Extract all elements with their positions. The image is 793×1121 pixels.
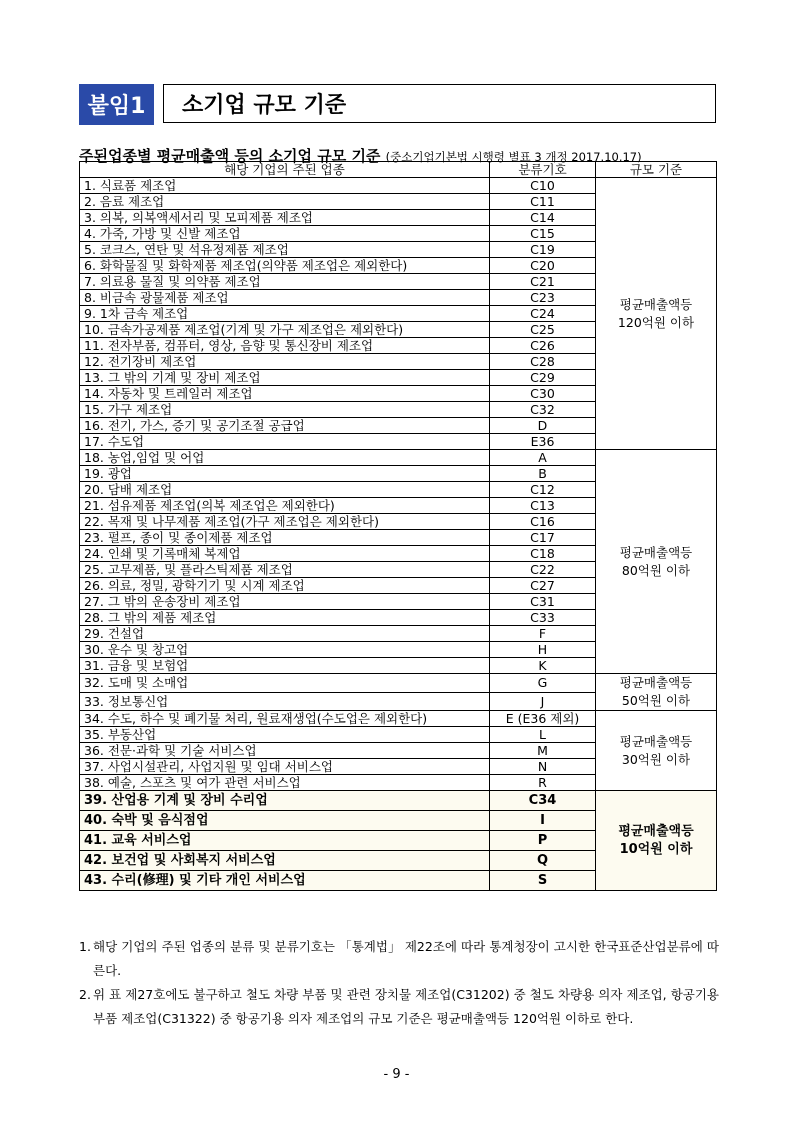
industry-cell: 27. 그 밖의 운송장비 제조업 bbox=[80, 594, 490, 610]
industry-cell: 4. 가죽, 가방 및 신발 제조업 bbox=[80, 226, 490, 242]
size-standard-line: 평균매출액등 bbox=[619, 675, 693, 690]
size-standard-line: 평균매출액등 bbox=[619, 544, 693, 560]
size-standard-cell bbox=[596, 450, 717, 674]
table-caption-main: 주된업종별 평균매출액 등의 소기업 규모 기준 bbox=[79, 147, 381, 165]
code-cell: C31 bbox=[490, 594, 596, 610]
code-cell: J bbox=[490, 692, 596, 711]
code-cell: P bbox=[490, 831, 596, 851]
industry-cell: 6. 화학물질 및 화학제품 제조업(의약품 제조업은 제외한다) bbox=[80, 258, 490, 274]
code-cell: C18 bbox=[490, 546, 596, 562]
code-cell: R bbox=[490, 775, 596, 791]
industry-cell: 24. 인쇄 및 기록매체 복제업 bbox=[80, 546, 490, 562]
industry-cell: 3. 의복, 의복액세서리 및 모피제품 제조업 bbox=[80, 210, 490, 226]
footnote-number: 2. bbox=[79, 987, 91, 1002]
size-standard-line: 120억원 이하 bbox=[617, 314, 695, 330]
table-row bbox=[80, 674, 717, 693]
code-cell: C24 bbox=[490, 306, 596, 322]
code-cell: M bbox=[490, 743, 596, 759]
footnotes bbox=[79, 935, 719, 1031]
code-cell: F bbox=[490, 626, 596, 642]
code-cell: C13 bbox=[490, 498, 596, 514]
industry-cell: 21. 섬유제품 제조업(의복 제조업은 제외한다) bbox=[80, 498, 490, 514]
code-cell: C15 bbox=[490, 226, 596, 242]
code-cell: N bbox=[490, 759, 596, 775]
size-standard-line: 10억원 이하 bbox=[619, 841, 693, 857]
size-standard-cell bbox=[596, 791, 717, 891]
code-cell: C29 bbox=[490, 370, 596, 386]
industry-cell: 18. 농업,임업 및 어업 bbox=[80, 450, 490, 466]
code-cell: C28 bbox=[490, 354, 596, 370]
code-cell: S bbox=[490, 871, 596, 891]
industry-cell: 37. 사업시설관리, 사업지원 및 임대 서비스업 bbox=[80, 759, 490, 775]
footnote-text: 위 표 제27호에도 불구하고 철도 차량 부품 및 관련 장치물 제조업(C31202) 중 철도 차량용 의자 제조업, 항공기용 부품 제조업(C31322) 중 항공기용 의자 제조업의 규모 기준은 평균매출액등 120억원 이하로 한다. bbox=[93, 987, 719, 1026]
industry-cell: 17. 수도업 bbox=[80, 434, 490, 450]
code-cell: A bbox=[490, 450, 596, 466]
industry-cell: 12. 전기장비 제조업 bbox=[80, 354, 490, 370]
industry-cell: 14. 자동차 및 트레일러 제조업 bbox=[80, 386, 490, 402]
column-header-industry: 해당 기업의 주된 업종 bbox=[80, 162, 490, 178]
code-cell: H bbox=[490, 642, 596, 658]
size-standard-line: 평균매출액등 bbox=[619, 733, 693, 749]
industry-cell: 31. 금융 및 보험업 bbox=[80, 658, 490, 674]
code-cell: I bbox=[490, 811, 596, 831]
size-standard-line: 80억원 이하 bbox=[621, 562, 691, 578]
code-cell: C10 bbox=[490, 178, 596, 194]
table-row bbox=[80, 450, 717, 466]
industry-cell: 39. 산업용 기계 및 장비 수리업 bbox=[80, 791, 490, 811]
page-number: - 9 - bbox=[383, 1067, 410, 1082]
table-header-row bbox=[80, 162, 717, 178]
industry-cell: 35. 부동산업 bbox=[80, 727, 490, 743]
size-standard-line: 50억원 이하 bbox=[621, 693, 691, 708]
industry-cell: 38. 예술, 스포츠 및 여가 관련 서비스업 bbox=[80, 775, 490, 791]
size-standard-cell bbox=[596, 674, 717, 711]
code-cell: D bbox=[490, 418, 596, 434]
code-cell: C27 bbox=[490, 578, 596, 594]
code-cell: Q bbox=[490, 851, 596, 871]
industry-cell: 19. 광업 bbox=[80, 466, 490, 482]
industry-cell: 30. 운수 및 창고업 bbox=[80, 642, 490, 658]
size-standard-cell bbox=[596, 178, 717, 450]
code-cell: L bbox=[490, 727, 596, 743]
industry-cell: 22. 목재 및 나무제품 제조업(가구 제조업은 제외한다) bbox=[80, 514, 490, 530]
code-cell: C30 bbox=[490, 386, 596, 402]
size-standard-line: 30억원 이하 bbox=[621, 751, 691, 767]
industry-cell: 10. 금속가공제품 제조업(기계 및 가구 제조업은 제외한다) bbox=[80, 322, 490, 338]
table-row bbox=[80, 178, 717, 194]
industry-cell: 32. 도매 및 소매업 bbox=[80, 674, 490, 693]
column-header-code: 분류기호 bbox=[490, 162, 596, 178]
code-cell: C11 bbox=[490, 194, 596, 210]
industry-cell: 2. 음료 제조업 bbox=[80, 194, 490, 210]
industry-cell: 11. 전자부품, 컴퓨터, 영상, 음향 및 통신장비 제조업 bbox=[80, 338, 490, 354]
industry-cell: 5. 코크스, 연탄 및 석유정제품 제조업 bbox=[80, 242, 490, 258]
size-standard-table bbox=[79, 161, 717, 891]
industry-cell: 28. 그 밖의 제품 제조업 bbox=[80, 610, 490, 626]
industry-cell: 13. 그 밖의 기계 및 장비 제조업 bbox=[80, 370, 490, 386]
industry-cell: 9. 1차 금속 제조업 bbox=[80, 306, 490, 322]
table-row bbox=[80, 711, 717, 727]
column-header-standard: 규모 기준 bbox=[596, 162, 717, 178]
code-cell: C22 bbox=[490, 562, 596, 578]
industry-cell: 20. 담배 제조업 bbox=[80, 482, 490, 498]
table-body bbox=[80, 178, 717, 891]
code-cell: C23 bbox=[490, 290, 596, 306]
table-caption-note: (중소기업기본법 시행령 별표 3 개정 2017.10.17) bbox=[385, 150, 642, 164]
industry-cell: 42. 보건업 및 사회복지 서비스업 bbox=[80, 851, 490, 871]
code-cell: E36 bbox=[490, 434, 596, 450]
industry-cell: 23. 펄프, 종이 및 종이제품 제조업 bbox=[80, 530, 490, 546]
page-title: 소기업 규모 기준 bbox=[163, 84, 716, 123]
industry-cell: 36. 전문·과학 및 기술 서비스업 bbox=[80, 743, 490, 759]
industry-cell: 25. 고무제품, 및 플라스틱제품 제조업 bbox=[80, 562, 490, 578]
size-standard-cell bbox=[596, 711, 717, 791]
industry-cell: 34. 수도, 하수 및 폐기물 처리, 원료재생업(수도업은 제외한다) bbox=[80, 711, 490, 727]
code-cell: E (E36 제외) bbox=[490, 711, 596, 727]
code-cell: C33 bbox=[490, 610, 596, 626]
code-cell: B bbox=[490, 466, 596, 482]
industry-cell: 33. 정보통신업 bbox=[80, 692, 490, 711]
industry-cell: 7. 의료용 물질 및 의약품 제조업 bbox=[80, 274, 490, 290]
footnote bbox=[79, 935, 719, 983]
code-cell: C26 bbox=[490, 338, 596, 354]
code-cell: C14 bbox=[490, 210, 596, 226]
code-cell: C32 bbox=[490, 402, 596, 418]
code-cell: C19 bbox=[490, 242, 596, 258]
header bbox=[79, 84, 720, 125]
code-cell: C12 bbox=[490, 482, 596, 498]
attachment-badge: 붙임1 bbox=[79, 84, 154, 125]
industry-cell: 15. 가구 제조업 bbox=[80, 402, 490, 418]
industry-cell: 8. 비금속 광물제품 제조업 bbox=[80, 290, 490, 306]
size-standard-line: 평균매출액등 bbox=[618, 823, 694, 839]
code-cell: C17 bbox=[490, 530, 596, 546]
size-standard-line: 평균매출액등 bbox=[619, 296, 693, 312]
industry-cell: 1. 식료품 제조업 bbox=[80, 178, 490, 194]
industry-cell: 43. 수리(修理) 및 기타 개인 서비스업 bbox=[80, 871, 490, 891]
footnote bbox=[79, 983, 719, 1031]
code-cell: C34 bbox=[490, 791, 596, 811]
code-cell: C16 bbox=[490, 514, 596, 530]
industry-cell: 26. 의료, 정밀, 광학기기 및 시계 제조업 bbox=[80, 578, 490, 594]
code-cell: K bbox=[490, 658, 596, 674]
industry-cell: 40. 숙박 및 음식점업 bbox=[80, 811, 490, 831]
industry-cell: 16. 전기, 가스, 증기 및 공기조절 공급업 bbox=[80, 418, 490, 434]
footnote-text: 해당 기업의 주된 업종의 분류 및 분류기호는 「통계법」 제22조에 따라 통계청장이 고시한 한국표준산업분류에 따른다. bbox=[93, 939, 719, 978]
footnote-number: 1. bbox=[79, 939, 91, 954]
industry-cell: 29. 건설업 bbox=[80, 626, 490, 642]
code-cell: G bbox=[490, 674, 596, 693]
code-cell: C20 bbox=[490, 258, 596, 274]
industry-cell: 41. 교육 서비스업 bbox=[80, 831, 490, 851]
code-cell: C25 bbox=[490, 322, 596, 338]
table-row bbox=[80, 791, 717, 811]
code-cell: C21 bbox=[490, 274, 596, 290]
